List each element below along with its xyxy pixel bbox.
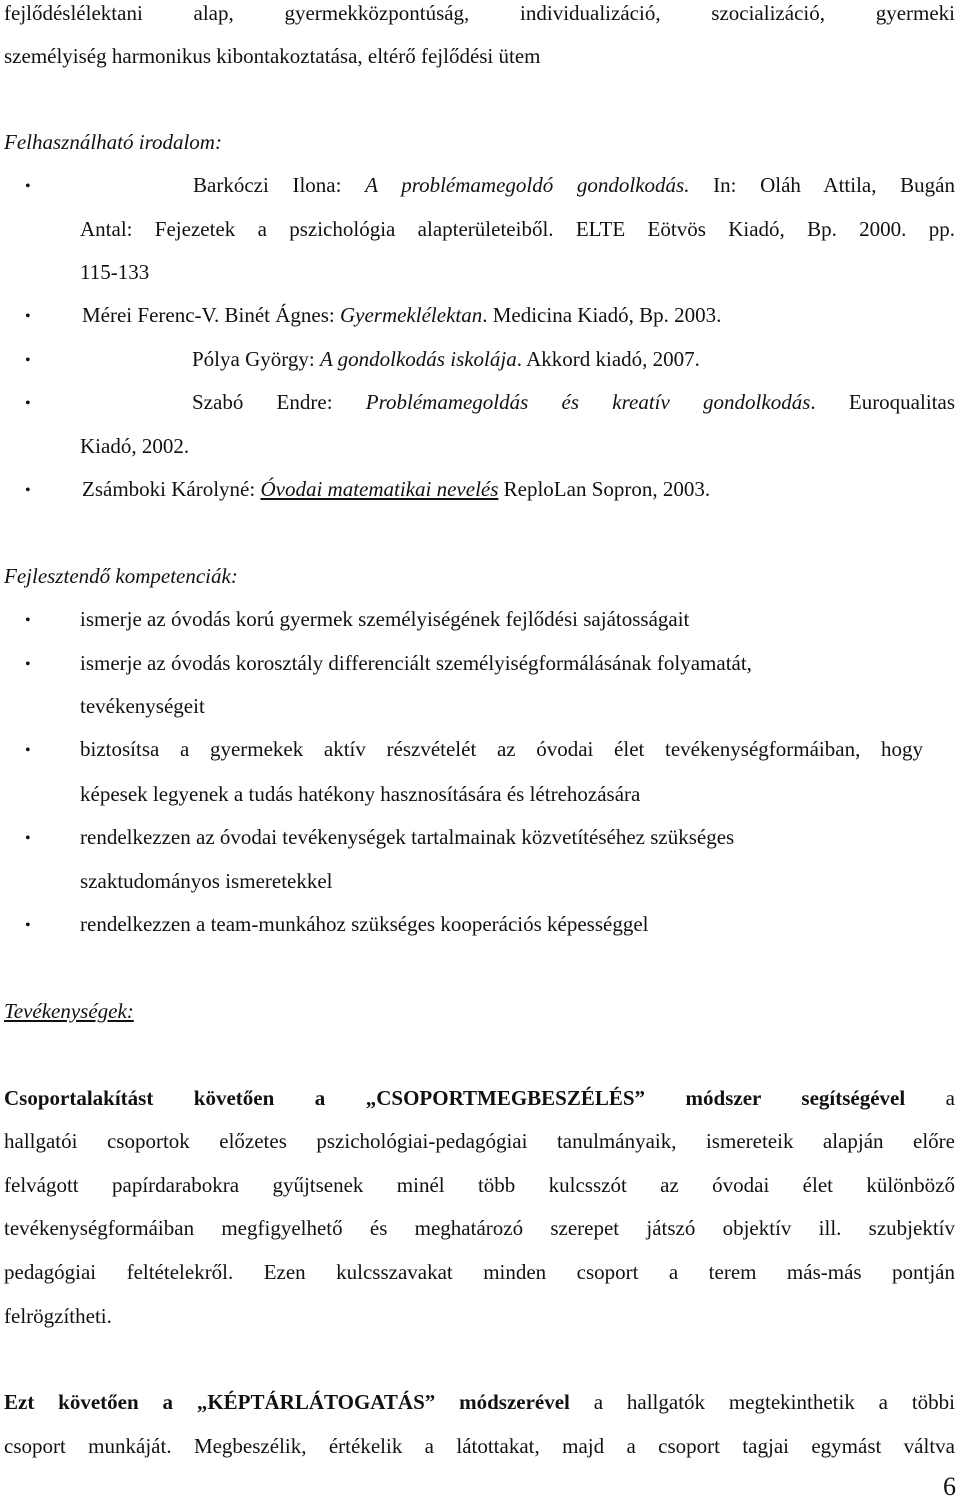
- paragraph-line: felrögzítheti.: [4, 1304, 112, 1328]
- reference-line: Mérei Ferenc-V. Binét Ágnes: Gyermeklélektan. Medicina Kiadó, Bp. 2003.: [82, 303, 722, 327]
- intro-line: fejlődéslélektani alap, gyermekközpontúság, individualizáció, szocializáció, gyermeki: [4, 1, 955, 25]
- paragraph-line: pedagógiai feltételekről. Ezen kulcsszavakat minden csoport a terem más-más pontján: [4, 1260, 955, 1284]
- reference-line: Pólya György: A gondolkodás iskolája. Akkord kiadó, 2007.: [192, 347, 700, 371]
- reference-line: Barkóczi Ilona: A problémamegoldó gondolkodás. In: Oláh Attila, Bugán: [193, 173, 955, 197]
- competency-line: rendelkezzen a team-munkához szükséges kooperációs képességgel: [80, 912, 649, 936]
- paragraph-line: Csoportalakítást követően a „CSOPORTMEGBESZÉLÉS” módszer segítségével a: [4, 1086, 956, 1110]
- competency-line: ismerje az óvodás korú gyermek személyiségének fejlődési sajátosságait: [80, 607, 690, 631]
- bullet-icon: •: [25, 612, 31, 629]
- competency-line: szaktudományos ismeretekkel: [80, 869, 333, 893]
- bullet-icon: •: [25, 656, 31, 673]
- bullet-icon: •: [25, 178, 31, 195]
- reference-line: 115-133: [80, 260, 150, 284]
- reference-line: Zsámboki Károlyné: Óvodai matematikai nevelés ReploLan Sopron, 2003.: [82, 477, 711, 501]
- paragraph-line: Ezt követően a „KÉPTÁRLÁTOGATÁS” módszerével a hallgatók megtekinthetik a többi: [4, 1390, 955, 1414]
- competency-line: ismerje az óvodás korosztály differenciált személyiségformálásának folyamatát,: [80, 651, 752, 675]
- paragraph-line: tevékenységformáiban megfigyelhető és meghatározó szerepet játszó objektív ill. szubjektív: [4, 1216, 955, 1240]
- competency-line: biztosítsa a gyermekek aktív részvételét az óvodai élet tevékenységformáiban, hogy: [80, 737, 923, 761]
- reference-line: Szabó Endre: Problémamegoldás és kreatív gondolkodás. Euroqualitas: [192, 390, 956, 414]
- intro-line: személyiség harmonikus kibontakoztatása, eltérő fejlődési ütem: [4, 44, 541, 68]
- bullet-icon: •: [25, 742, 31, 759]
- competency-line: képesek legyenek a tudás hatékony hasznosítására és létrehozására: [80, 782, 641, 806]
- paragraph-line: felvágott papírdarabokra gyűjtsenek minél több kulcsszót az óvodai élet különböző: [4, 1173, 955, 1197]
- paragraph-line: csoport munkáját. Megbeszélik, értékelik a látottakat, majd a csoport tagjai egymást váltva: [4, 1434, 955, 1458]
- competencies-heading: Fejlesztendő kompetenciák:: [4, 564, 238, 588]
- reference-line: Kiadó, 2002.: [80, 434, 190, 458]
- page-number: 6: [943, 1472, 956, 1501]
- competency-line: tevékenységeit: [80, 694, 205, 718]
- bullet-icon: •: [25, 917, 31, 934]
- activities-heading: Tevékenységek:: [4, 999, 134, 1023]
- literature-heading: Felhasználható irodalom:: [4, 130, 222, 154]
- bullet-icon: •: [25, 308, 31, 325]
- reference-line: Antal: Fejezetek a pszichológia alapterületeiből. ELTE Eötvös Kiadó, Bp. 2000. pp.: [80, 217, 955, 241]
- bullet-icon: •: [25, 830, 31, 847]
- paragraph-line: hallgatói csoportok előzetes pszichológiai-pedagógiai tanulmányaik, ismereteik alapján előre: [4, 1129, 955, 1153]
- competency-line: rendelkezzen az óvodai tevékenységek tartalmainak közvetítéséhez szükséges: [80, 825, 735, 849]
- bullet-icon: •: [25, 395, 31, 412]
- bullet-icon: •: [25, 352, 31, 369]
- bullet-icon: •: [25, 482, 31, 499]
